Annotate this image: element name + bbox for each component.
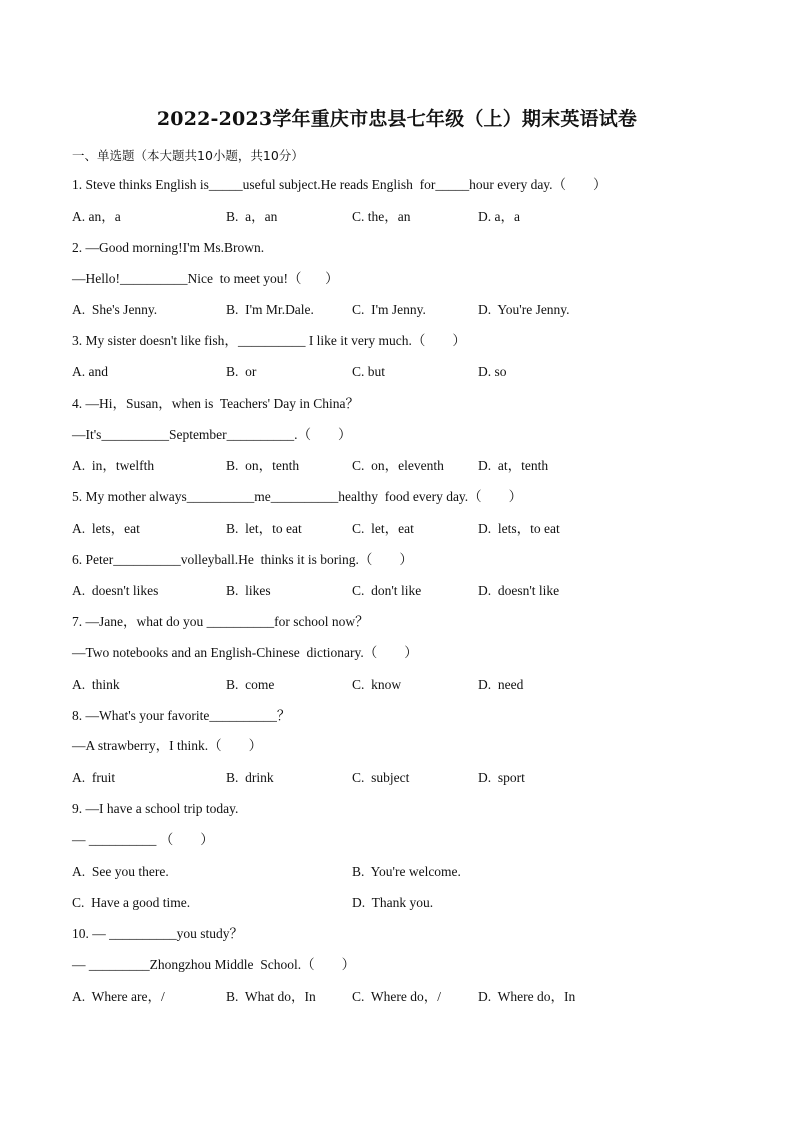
question-text: 2. —Good morning!I'm Ms.Brown. xyxy=(72,240,265,255)
question-8-line-2 xyxy=(72,737,262,755)
question-5-line-1 xyxy=(72,488,522,506)
answer-blank: _____ xyxy=(435,177,470,192)
answer-blank: __________ xyxy=(209,708,277,723)
option-a[interactable]: A. Where are，/ xyxy=(72,989,165,1004)
option-d[interactable]: D. doesn't like xyxy=(478,583,560,598)
question-text: volleyball.He thinks it is boring.（ ） xyxy=(180,552,413,567)
question-text: —It's xyxy=(72,427,102,442)
question-text: you study？ xyxy=(176,926,244,941)
option-c[interactable]: C. Have a good time. xyxy=(72,895,191,910)
question-text: 8. —What's your favorite xyxy=(72,708,210,723)
question-2-line-2 xyxy=(72,270,339,288)
question-text: me xyxy=(254,489,271,504)
question-9-line-2 xyxy=(72,831,214,849)
option-b[interactable]: B. You're welcome. xyxy=(352,864,461,879)
answer-blank: _________ xyxy=(88,957,150,972)
option-b[interactable]: B. come xyxy=(226,677,275,692)
page-title: 2022-2023学年重庆市忠县七年级（上）期末英语试卷 xyxy=(156,108,638,130)
question-text: 6. Peter xyxy=(72,552,114,567)
question-2-line-1 xyxy=(72,239,264,257)
option-a[interactable]: A. lets，eat xyxy=(72,521,140,536)
question-text: ？ xyxy=(276,708,291,723)
question-text: — xyxy=(72,957,89,972)
question-text: 7. —Jane，what do you xyxy=(72,614,207,629)
option-c[interactable]: C. I'm Jenny. xyxy=(352,302,426,317)
question-7-line-2 xyxy=(72,644,418,662)
option-c[interactable]: C. the，an xyxy=(352,209,411,224)
question-text: useful subject.He reads English for xyxy=(242,177,436,192)
question-text: 3. My sister doesn't like fish， xyxy=(72,333,238,348)
answer-blank: __________ xyxy=(237,333,306,348)
question-10-line-2 xyxy=(72,956,355,974)
option-a[interactable]: A. an，a xyxy=(72,209,121,224)
question-text: 9. —I have a school trip today. xyxy=(72,801,239,816)
question-4-line-1 xyxy=(72,395,359,413)
option-b[interactable]: B. likes xyxy=(226,583,271,598)
option-c[interactable]: C. don't like xyxy=(352,583,422,598)
question-text: 5. My mother always xyxy=(72,489,187,504)
option-c[interactable]: C. on，eleventh xyxy=(352,458,444,473)
question-text: .（ ） xyxy=(294,427,352,442)
option-b[interactable]: B. or xyxy=(226,364,257,379)
option-a[interactable]: A. fruit xyxy=(72,770,116,785)
option-d[interactable]: D. You're Jenny. xyxy=(478,302,570,317)
answer-blank: __________ xyxy=(113,552,181,567)
option-d[interactable]: D. lets，to eat xyxy=(478,521,560,536)
option-b[interactable]: B. I'm Mr.Dale. xyxy=(226,302,314,317)
question-8-line-1 xyxy=(72,707,290,725)
option-d[interactable]: D. sport xyxy=(478,770,525,785)
question-text: Nice to meet you!（ ） xyxy=(187,271,339,286)
option-b[interactable]: B. What do，In xyxy=(226,989,316,1004)
option-d[interactable]: D. a，a xyxy=(478,209,520,224)
answer-blank: __________ xyxy=(101,427,169,442)
answer-blank: __________ xyxy=(206,614,275,629)
option-b[interactable]: B. let，to eat xyxy=(226,521,302,536)
option-a[interactable]: A. think xyxy=(72,677,120,692)
question-text: —Two notebooks and an English-Chinese dictionary.（ ） xyxy=(72,645,418,660)
answer-blank: _____ xyxy=(208,177,243,192)
question-4-line-2 xyxy=(72,426,352,444)
option-c[interactable]: C. but xyxy=(352,364,386,379)
answer-blank: __________ xyxy=(186,489,255,504)
answer-blank: __________ xyxy=(120,271,188,286)
question-9-line-1 xyxy=(72,800,238,818)
option-a[interactable]: A. in，twelfth xyxy=(72,458,155,473)
option-c[interactable]: C. Where do，/ xyxy=(352,989,441,1004)
option-b[interactable]: B. a，an xyxy=(226,209,278,224)
section-heading: 一、单选题（本大题共10小题，共10分） xyxy=(72,148,304,163)
option-a[interactable]: A. doesn't likes xyxy=(72,583,159,598)
question-7-line-1 xyxy=(72,613,369,631)
question-text: 4. —Hi，Susan，when is Teachers' Day in China？ xyxy=(72,396,359,411)
answer-blank: __________ xyxy=(226,427,295,442)
question-text: for school now？ xyxy=(274,614,369,629)
question-6-line-1 xyxy=(72,551,413,569)
question-text: I like it very much.（ ） xyxy=(305,333,466,348)
option-b[interactable]: B. on，tenth xyxy=(226,458,300,473)
option-c[interactable]: C. let，eat xyxy=(352,521,414,536)
question-text: hour every day.（ ） xyxy=(469,177,607,192)
option-d[interactable]: D. Where do，In xyxy=(478,989,576,1004)
answer-blank: __________ xyxy=(88,832,157,847)
question-text: — xyxy=(72,832,89,847)
option-d[interactable]: D. Thank you. xyxy=(352,895,434,910)
option-d[interactable]: D. at，tenth xyxy=(478,458,549,473)
option-a[interactable]: A. She's Jenny. xyxy=(72,302,158,317)
answer-blank: __________ xyxy=(109,926,177,941)
question-1-line-1 xyxy=(72,176,607,194)
option-b[interactable]: B. drink xyxy=(226,770,274,785)
option-d[interactable]: D. need xyxy=(478,677,524,692)
question-text: —A strawberry，I think.（ ） xyxy=(72,738,263,753)
question-text: 10. — xyxy=(72,926,110,941)
question-text: healthy food every day.（ ） xyxy=(338,489,523,504)
option-a[interactable]: A. See you there. xyxy=(72,864,169,879)
option-c[interactable]: C. know xyxy=(352,677,402,692)
question-10-line-1 xyxy=(72,925,243,943)
question-text: Zhongzhou Middle School.（ ） xyxy=(149,957,356,972)
option-d[interactable]: D. so xyxy=(478,364,507,379)
answer-blank: __________ xyxy=(270,489,339,504)
question-text: （ ） xyxy=(156,832,214,847)
question-3-line-1 xyxy=(72,332,466,350)
option-a[interactable]: A. and xyxy=(72,364,108,379)
question-text: 1. Steve thinks English is xyxy=(72,177,209,192)
question-text: September xyxy=(168,427,227,442)
option-c[interactable]: C. subject xyxy=(352,770,410,785)
question-text: —Hello! xyxy=(72,271,120,286)
